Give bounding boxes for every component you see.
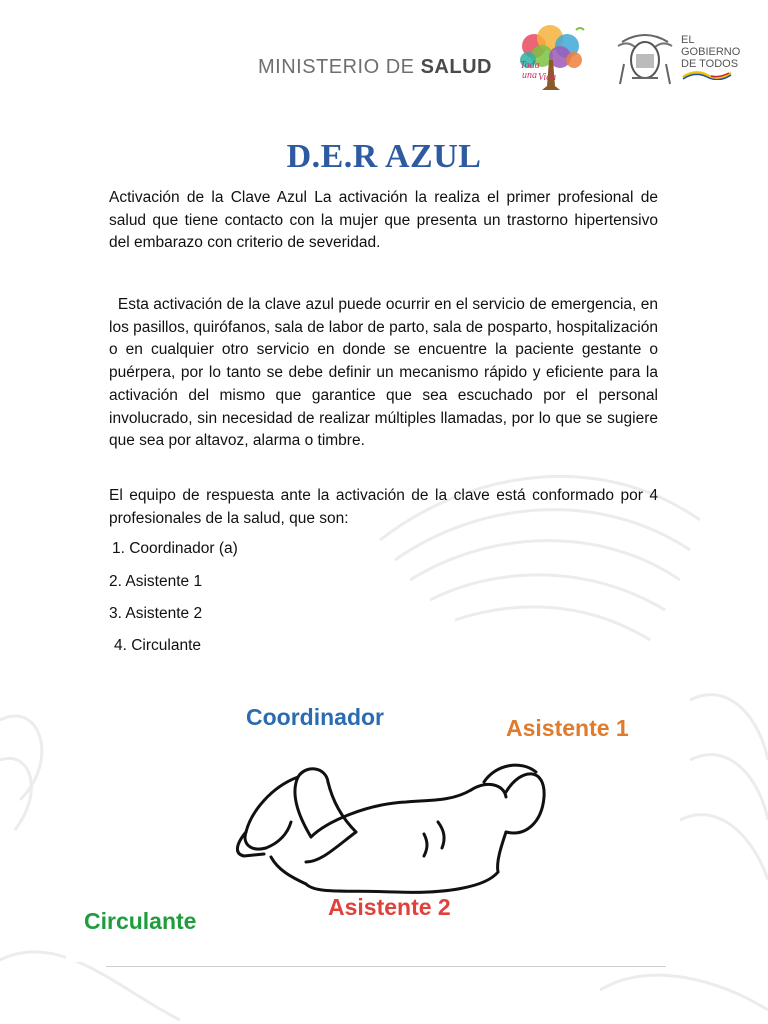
toda-una-vida-tree-logo (512, 24, 590, 94)
label-coordinador: Coordinador (246, 704, 384, 730)
list-item-coordinador: 1. Coordinador (a) (112, 540, 238, 557)
flag-ribbon-icon (681, 70, 733, 80)
tree-logo-text-2: una (522, 70, 537, 81)
ministerio-de-salud-logo (258, 56, 492, 79)
ministry-prefix: MINISTERIO DE (258, 56, 421, 78)
label-asistente-2: Asistente 2 (328, 894, 451, 920)
list-item-circulante: 4. Circulante (114, 637, 202, 654)
ministry-bold: SALUD (420, 56, 492, 78)
label-asistente-1: Asistente 1 (506, 715, 629, 741)
tree-logo-text-3: Vida (538, 72, 557, 83)
label-circulante: Circulante (84, 908, 197, 934)
document-title: D.E.R AZUL (286, 138, 482, 175)
page-header (0, 0, 768, 110)
gov-line-2: GOBIERNO (681, 46, 741, 58)
gov-line-1: EL (681, 34, 695, 46)
paragraph-activation: Activación de la Clave Azul La activación la realiza el primer profesional de salud que tiene contacto con la mujer que presenta un trastorno hipertensivo del embarazo con criterio de severidad. (109, 189, 658, 252)
el-gobierno-de-todos-logo (681, 34, 741, 83)
team-positions-figure (66, 672, 670, 962)
list-item-asistente-2: 3. Asistente 2 (109, 605, 203, 622)
paragraph-team: El equipo de respuesta ante la activación de la clave está conformado por 4 profesionales de la salud, que son: (109, 487, 658, 527)
ecuador-coat-of-arms-icon (614, 28, 676, 90)
tree-logo-text-1: Toda (520, 60, 540, 71)
list-item-asistente-1: 2. Asistente 1 (109, 573, 203, 590)
footer-divider (106, 966, 666, 967)
paragraph-locations: Esta activación de la clave azul puede ocurrir en el servicio de emergencia, en los pasillos, quirófanos, sala de labor de parto, sala de posparto, hospitalización o en cualquier otro servicio en donde se encuentre la paciente gestante o puérpera, por lo tanto se debe definir un mecanismo rápido y eficiente para la activación del mismo que garantice que sea escuchado por el personal involucrado, sin necesidad de realizar múltiples llamadas, por lo que se sugiere que sea por altavoz, alarma o timbre. (109, 296, 658, 450)
gov-line-3: DE TODOS (681, 58, 739, 70)
